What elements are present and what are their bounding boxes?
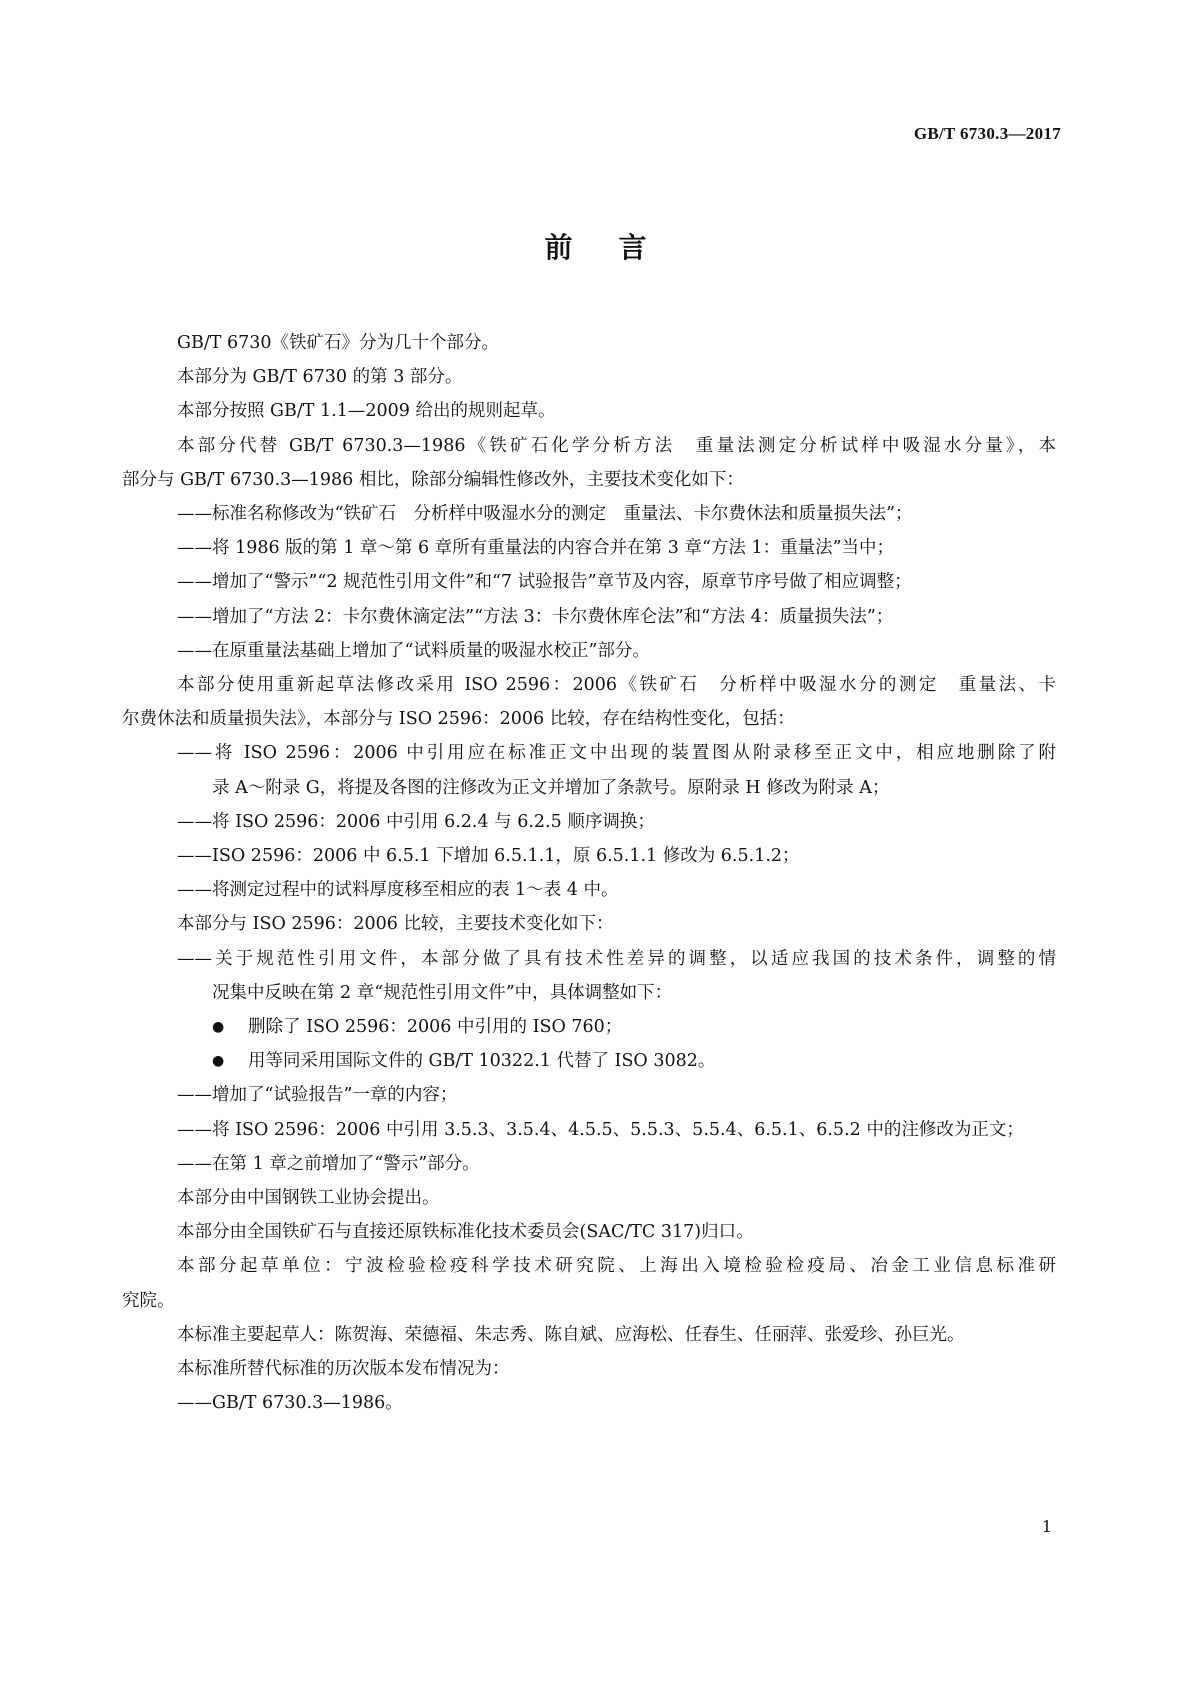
dash-item: ——增加了“方法 2：卡尔费休滴定法”“方法 3：卡尔费休库仑法”和“方法 4：质量损失法”； [177,606,894,627]
dash-item: ——在原重量法基础上增加了“试料质量的吸湿水校正”部分。 [177,640,650,661]
dash-item: ——将测定过程中的试料厚度移至相应的表 1～表 4 中。 [177,880,619,901]
dash-item: ——ISO 2596：2006 中 6.5.1 下增加 6.5.1.1，原 6.5.1.1 修改为 6.5.1.2； [177,846,800,867]
paragraph-line: GB/T 6730《铁矿石》分为几十个部分。 [177,333,500,353]
paragraph-line: 本标准所替代标准的历次版本发布情况为： [177,1359,510,1380]
paragraph-line: 部分与 GB/T 6730.3—1986 相比，除部分编辑性修改外，主要技术变化如下： [122,469,744,490]
dash-item: ——GB/T 6730.3—1986。 [177,1393,403,1414]
paragraph-line: 本部分按照 GB/T 1.1—2009 给出的规则起草。 [177,401,556,422]
dash-item: ——将 1986 版的第 1 章～第 6 章所有重量法的内容合并在第 3 章“方法 1：重量法”当中； [177,538,895,559]
standard-code: GB/T 6730.3—2017 [913,124,1061,143]
paragraph-line: 本标准主要起草人：陈贺海、荣德福、朱志秀、陈自斌、应海松、任春生、任丽萍、张爱珍、孙巨光。 [177,1324,965,1345]
dash-item: ——将 ISO 2596：2006 中引用 6.2.4 与 6.2.5 顺序调换； [177,811,655,832]
dash-item: ——在第 1 章之前增加了“警示”部分。 [177,1153,480,1174]
dash-item: ——增加了“试验报告”一章的内容； [177,1085,458,1106]
bullet-icon: ● [212,1019,225,1036]
dash-item-continuation: 况集中反映在第 2 章“规范性引用文件”中，具体调整如下： [212,982,673,1003]
paragraph-line: 尔费休法和质量损失法》，本部分与 ISO 2596：2006 比较，存在结构性变化，包括： [122,709,795,730]
paragraph-line: 本部分代替 GB/T 6730.3—1986《铁矿石化学分析方法 重量法测定分析试样中吸湿水分量》，本 [177,435,1056,456]
dash-item: ——关于规范性引用文件，本部分做了具有技术性差异的调整，以适应我国的技术条件，调整的情 [177,948,1056,969]
foreword-body [122,326,1056,1421]
bullet-icon: ● [212,1053,225,1070]
paragraph-line: 本部分起草单位：宁波检验检疫科学技术研究院、上海出入境检验检疫局、冶金工业信息标准研 [177,1256,1056,1277]
dash-item: ——标准名称修改为“铁矿石 分析样中吸湿水分的测定 重量法、卡尔费休法和质量损失法”； [177,504,913,525]
paragraph-line: 本部分使用重新起草法修改采用 ISO 2596：2006《铁矿石 分析样中吸湿水分的测定 重量法、卡 [177,675,1056,696]
bullet-text: 删除了 ISO 2596：2006 中引用的 ISO 760； [248,1017,623,1038]
dash-item-continuation: 录 A～附录 G，将提及各图的注修改为正文并增加了条款号。原附录 H 修改为附录 A； [212,777,890,798]
dash-item: ——增加了“警示”“2 规范性引用文件”和“7 试验报告”章节及内容，原章节序号做了相应调整； [177,572,912,593]
paragraph-line: 本部分与 ISO 2596：2006 比较，主要技术变化如下： [177,914,614,935]
paragraph-line: 本部分由中国钢铁工业协会提出。 [177,1188,440,1209]
dash-item: ——将 ISO 2596：2006 中引用应在标准正文中出现的装置图从附录移至正文中，相应地删除了附 [177,743,1056,764]
bullet-item [122,1044,1056,1078]
page-number: 1 [1041,1517,1052,1536]
bullet-text: 用等同采用国际文件的 GB/T 10322.1 代替了 ISO 3082。 [248,1051,716,1072]
page-title: 前言 [544,231,693,264]
paragraph-line: 本部分由全国铁矿石与直接还原铁标准化技术委员会(SAC/TC 317)归口。 [177,1222,754,1243]
paragraph-line: 究院。 [122,1290,175,1311]
paragraph-line: 本部分为 GB/T 6730 的第 3 部分。 [177,367,463,388]
dash-item: ——将 ISO 2596：2006 中引用 3.5.3、3.5.4、4.5.5、5.5.3、5.5.4、6.5.1、6.5.2 中的注修改为正文； [177,1119,1024,1140]
bullet-item [122,1010,1056,1044]
